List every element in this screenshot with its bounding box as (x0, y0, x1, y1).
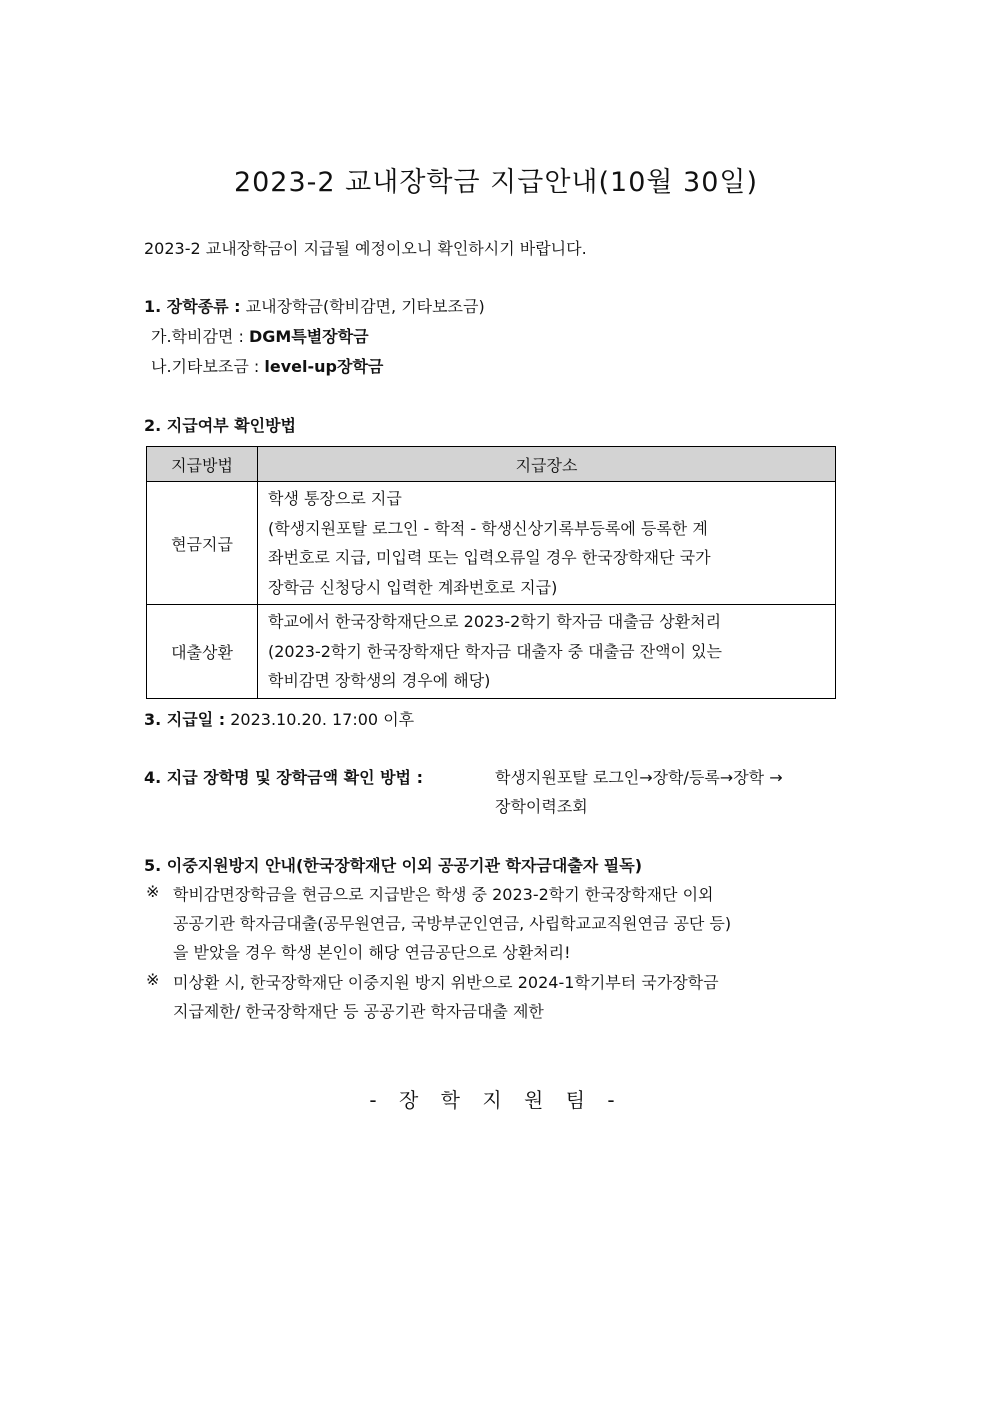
note1-line: 학비감면장학금을 현금으로 지급받은 학생 중 2023-2학기 한국장학재단 이외 (173, 885, 714, 904)
table-cell-line: 학교에서 한국장학재단으로 2023-2학기 학자금 대출금 상환처리 (268, 612, 722, 631)
table-cell-line: 장학금 신청당시 입력한 계좌번호로 지급) (268, 577, 558, 597)
table-cell-method: 대출상환 (147, 605, 258, 699)
table-cell-line: 좌번호로 지급, 미입력 또는 입력오류일 경우 한국장학재단 국가 (268, 548, 711, 567)
table-cell-line: 학비감면 장학생의 경우에 해당) (268, 671, 491, 690)
section1-item-a-label: 가.학비감면 : (151, 327, 244, 346)
payment-method-table (146, 446, 836, 699)
section1-item-b-label: 나.기타보조금 : (151, 357, 260, 376)
table-row (147, 482, 836, 605)
section3-line (144, 707, 414, 730)
section1-item-a (151, 324, 369, 347)
table-cell-line: (학생지원포탈 로그인 - 학적 - 학생신상기록부등록에 등록한 계 (268, 518, 708, 538)
section1-heading: 1. 장학종류 : (144, 297, 241, 316)
table-cell-line: 학생 통장으로 지급 (268, 489, 402, 508)
note2-line: 지급제한/ 한국장학재단 등 공공기관 학자금대출 제한 (173, 1002, 544, 1021)
note2-line: 미상환 시, 한국장학재단 이중지원 방지 위반으로 2024-1학기부터 국가장학금 (173, 973, 719, 992)
table-header-row (147, 447, 836, 482)
note1-line: 공공기관 학자금대출(공무원연금, 국방부군인연금, 사립학교교직원연금 공단 등) (173, 914, 732, 933)
section4-value-line1: 학생지원포탈 로그인→장학/등록→장학 → (495, 768, 783, 787)
section4-value-line2: 장학이력조회 (495, 797, 588, 816)
note2-mark: ※ (146, 970, 160, 989)
section5-heading: 5. 이중지원방지 안내(한국장학재단 이외 공공기관 학자금대출자 필독) (144, 856, 643, 875)
section3-heading: 3. 지급일 : (144, 710, 226, 729)
table-cell-place (258, 605, 836, 699)
table-header-method: 지급방법 (147, 447, 258, 482)
table-cell-method: 현금지급 (147, 482, 258, 605)
section1-item-b (151, 354, 383, 377)
footer-team: - 장 학 지 원 팀 - (369, 1088, 623, 1112)
intro-text: 2023-2 교내장학금이 지급될 예정이오니 확인하시기 바랍니다. (144, 239, 587, 258)
section2-heading: 2. 지급여부 확인방법 (144, 416, 296, 435)
table-cell-place (258, 482, 836, 605)
section1-item-a-value: DGM특별장학금 (248, 327, 369, 346)
section1-item-b-value: level-up장학금 (264, 357, 384, 376)
section3-value: 2023.10.20. 17:00 이후 (230, 710, 415, 729)
note1-line: 을 받았을 경우 학생 본인이 해당 연금공단으로 상환처리! (173, 943, 571, 962)
document-title: 2023-2 교내장학금 지급안내(10월 30일) (233, 167, 759, 198)
section4-heading: 4. 지급 장학명 및 장학금액 확인 방법 : (144, 768, 423, 787)
table-cell-line: (2023-2학기 한국장학재단 학자금 대출자 중 대출금 잔액이 있는 (268, 641, 723, 661)
section1-value: 교내장학금(학비감면, 기타보조금) (245, 297, 485, 316)
section1-line (144, 294, 485, 317)
note1-mark: ※ (146, 882, 160, 901)
table-header-place: 지급장소 (258, 447, 836, 482)
table-row (147, 605, 836, 699)
